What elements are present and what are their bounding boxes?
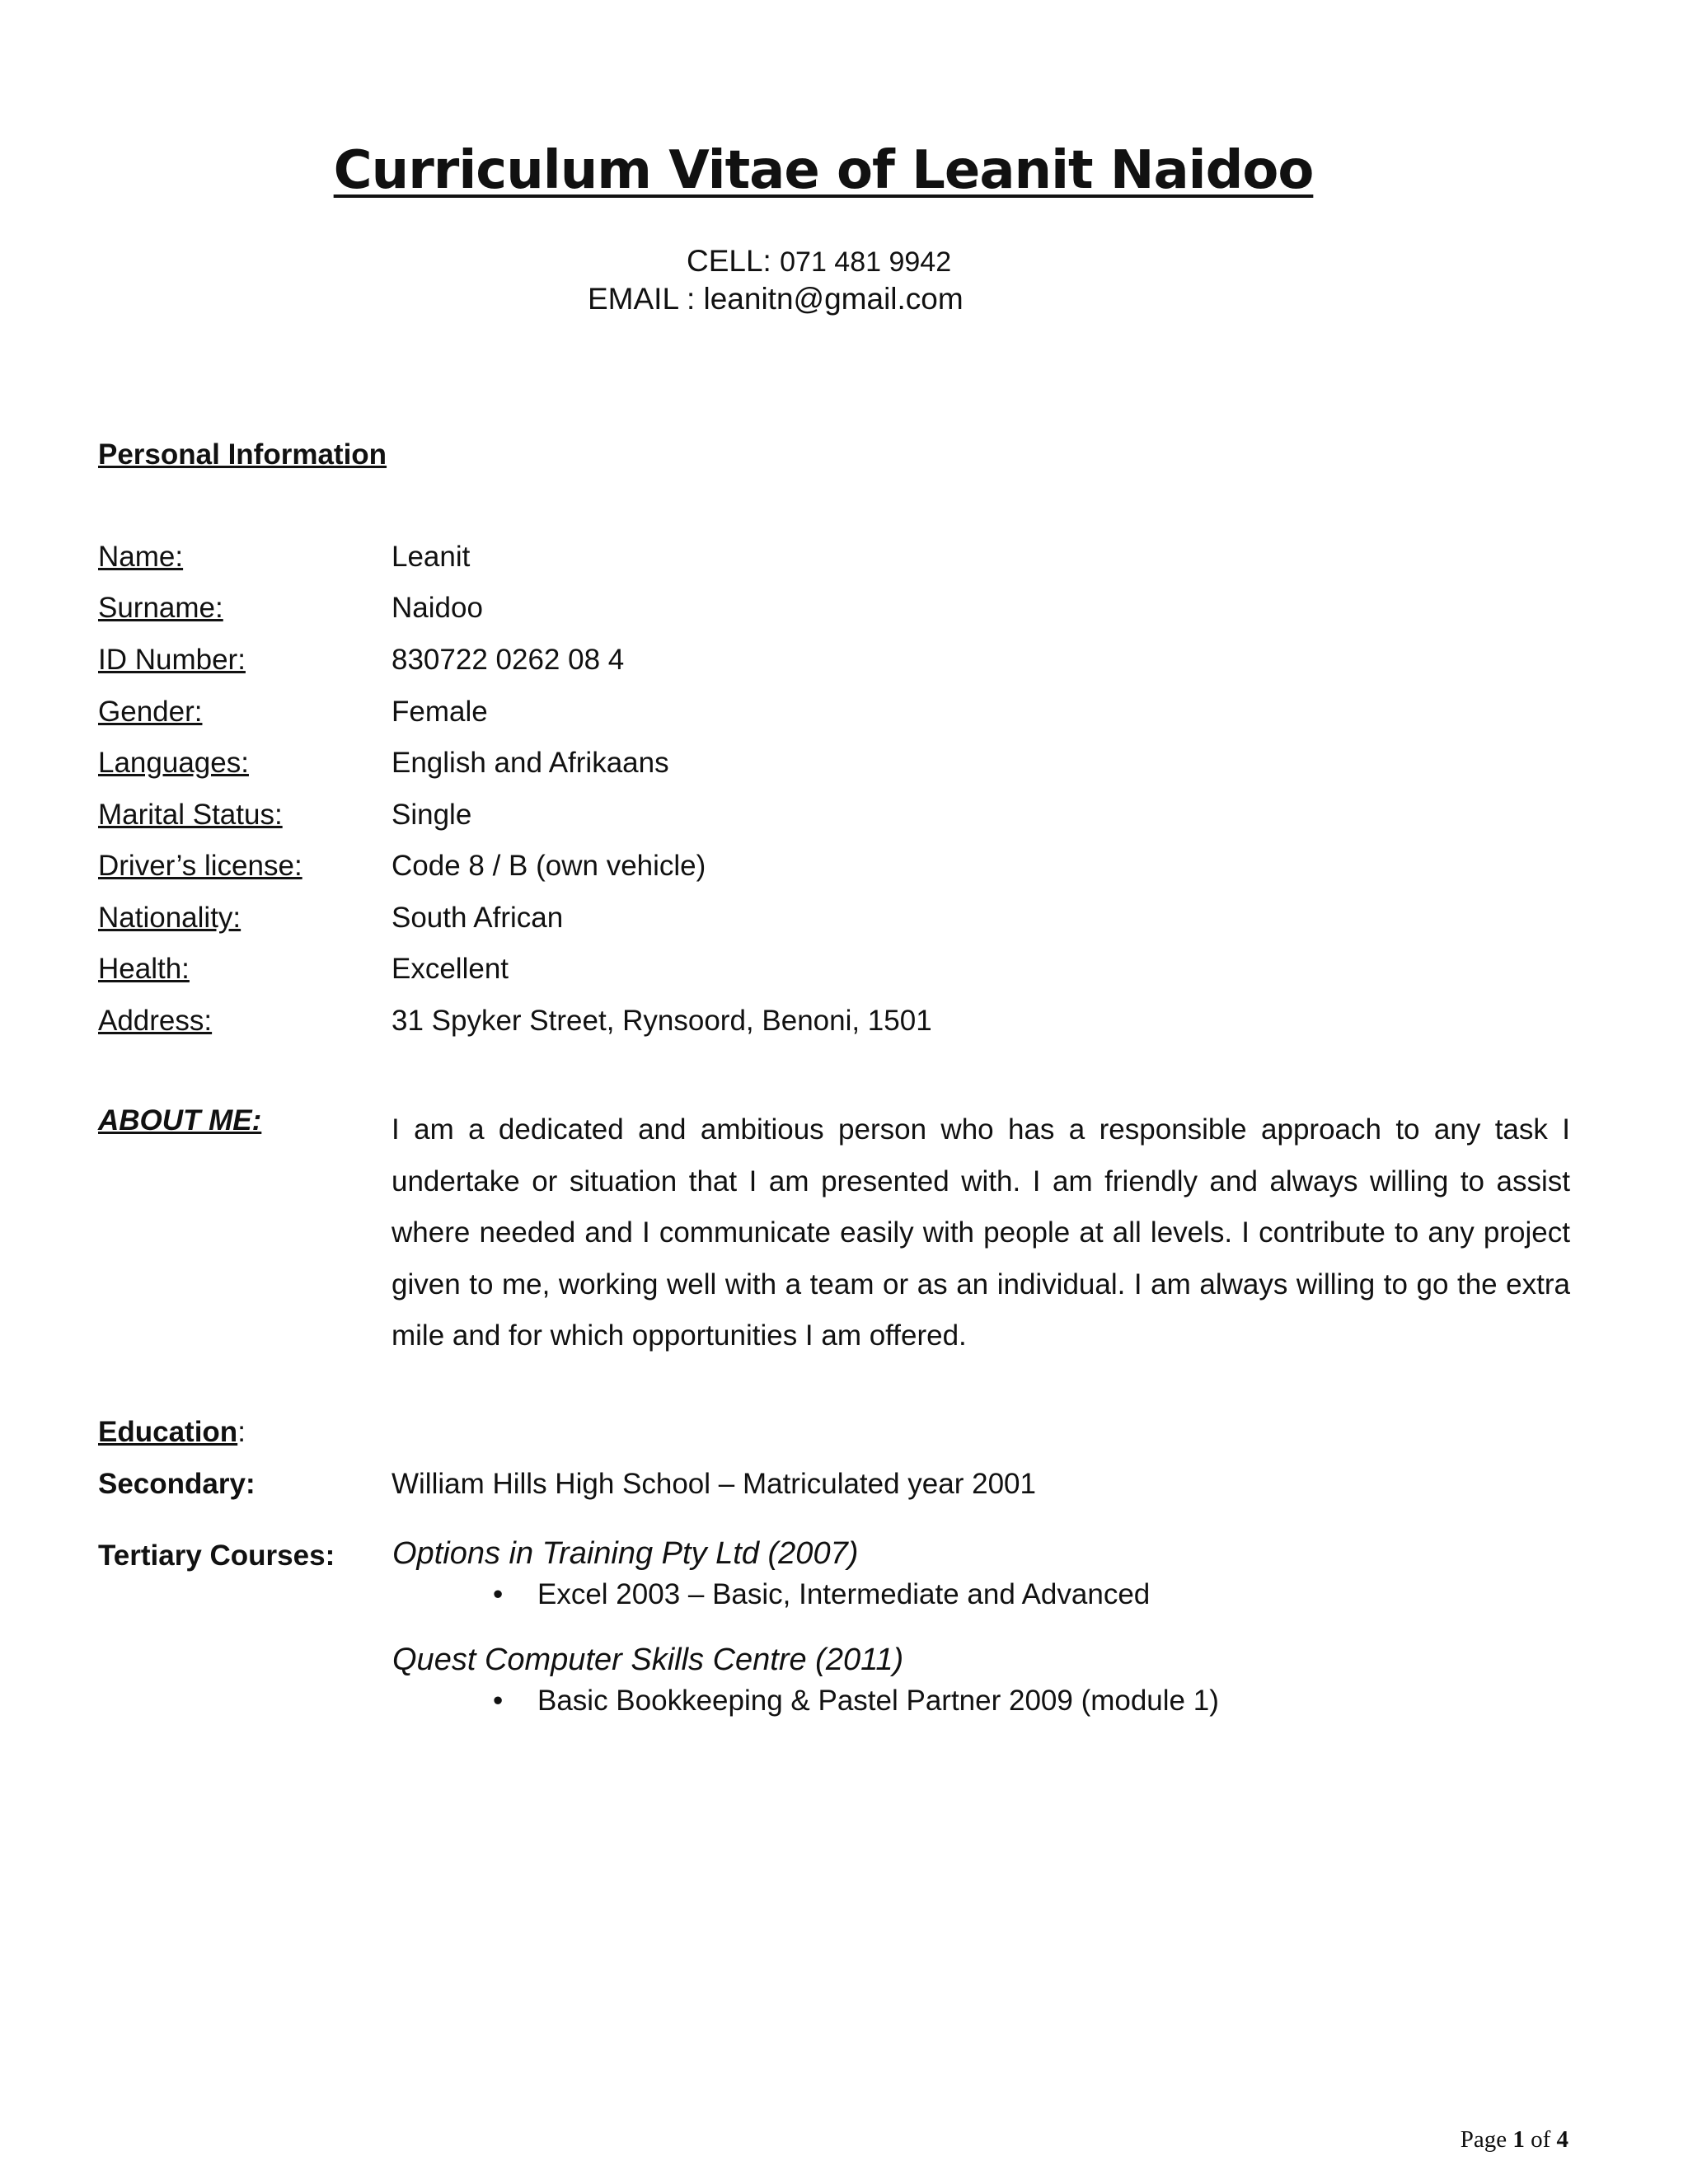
field-value-nationality: South African xyxy=(392,902,564,934)
bullet-icon: • xyxy=(493,1685,504,1717)
page-current: 1 xyxy=(1512,2126,1525,2153)
personal-info-heading: Personal Information xyxy=(98,438,387,471)
cell-label: CELL: xyxy=(687,244,771,278)
field-label-nationality: Nationality: xyxy=(98,902,241,934)
course-provider: Quest Computer Skills Centre (2011) xyxy=(392,1643,904,1677)
of-word: of xyxy=(1531,2126,1551,2153)
field-value-gender: Female xyxy=(392,696,488,728)
field-label-id-number: ID Number: xyxy=(98,644,246,676)
field-value-name: Leanit xyxy=(392,541,471,573)
course-provider: Options in Training Pty Ltd (2007) xyxy=(392,1536,859,1571)
field-label-marital-status: Marital Status: xyxy=(98,799,283,831)
field-label-address: Address: xyxy=(98,1005,213,1037)
page-number xyxy=(1461,2126,1568,2154)
field-label-gender: Gender: xyxy=(98,696,203,728)
email-line: EMAIL : leanitn@gmail.com xyxy=(588,282,964,316)
field-value-surname: Naidoo xyxy=(392,592,483,624)
field-label-surname: Surname: xyxy=(98,592,223,624)
cell-line xyxy=(687,244,951,279)
course-item: Excel 2003 – Basic, Intermediate and Advanced xyxy=(537,1578,1151,1610)
education-heading-colon: : xyxy=(237,1416,246,1448)
course-item: Basic Bookkeeping & Pastel Partner 2009 (module 1) xyxy=(537,1685,1219,1717)
bullet-icon: • xyxy=(493,1578,504,1610)
page-word: Page xyxy=(1460,2126,1507,2153)
title-text: Curriculum Vitae of Leanit Naidoo xyxy=(333,140,1314,201)
field-label-drivers-license: Driver’s license: xyxy=(98,850,302,882)
cell-number: 071 481 9942 xyxy=(780,246,952,278)
tertiary-label: Tertiary Courses: xyxy=(98,1540,335,1572)
about-me-text: I am a dedicated and ambitious person who has a responsible approach to any task I undertake or situation that I am presented with. I am friendly and always willing to assist where needed and I communicate easily with people at all levels. I contribute to any project given to me, working well with a team or as an individual. I am always willing to go the extra mile and for which opportunities I am offered. xyxy=(392,1113,1570,1352)
education-heading xyxy=(98,1416,246,1449)
field-value-id-number: 830722 0262 08 4 xyxy=(392,644,625,676)
field-value-health: Excellent xyxy=(392,953,509,985)
field-value-drivers-license: Code 8 / B (own vehicle) xyxy=(392,850,706,882)
page-total: 4 xyxy=(1556,2126,1568,2153)
education-heading-text: Education xyxy=(98,1416,238,1448)
secondary-label: Secondary: xyxy=(98,1468,256,1500)
secondary-value: William Hills High School – Matriculated year 2001 xyxy=(392,1468,1036,1500)
document-title xyxy=(0,140,1688,201)
field-value-address: 31 Spyker Street, Rynsoord, Benoni, 1501 xyxy=(392,1005,932,1037)
field-value-marital-status: Single xyxy=(392,799,472,831)
field-label-languages: Languages: xyxy=(98,747,249,779)
field-label-name: Name: xyxy=(98,541,184,573)
about-me-label: ABOUT ME: xyxy=(98,1104,262,1137)
field-value-languages: English and Afrikaans xyxy=(392,747,669,779)
field-label-health: Health: xyxy=(98,953,190,985)
